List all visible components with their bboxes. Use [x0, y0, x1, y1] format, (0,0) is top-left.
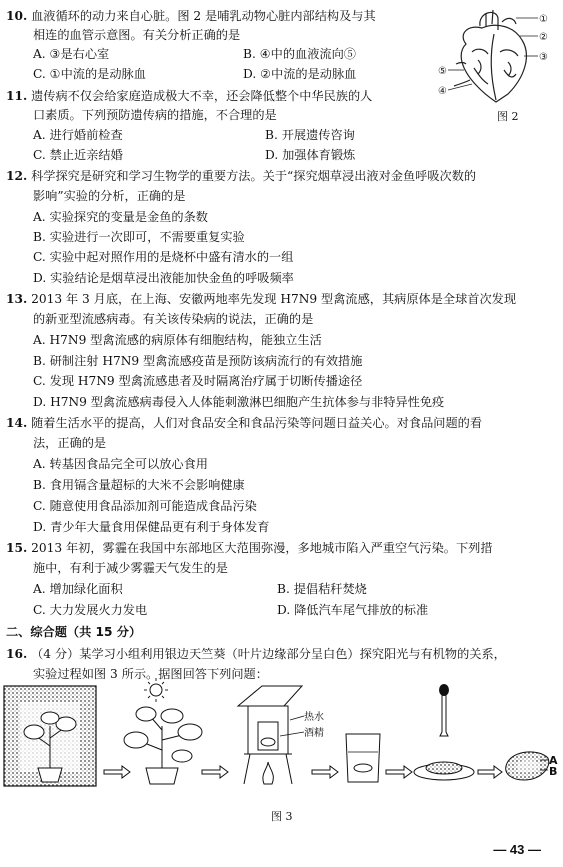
option-b: B. 提倡秸秆焚烧 [277, 582, 367, 596]
question-text: 2013 年初，雾霾在我国中东部地区大范围弥漫，多地城市陷入严重空气污染。下列措 [31, 541, 493, 555]
question-number: 10. [6, 9, 28, 23]
question-number: 13. [6, 292, 28, 306]
question-15-line-2: 施中，有利于减少雾霾天气发生的是 [33, 561, 228, 575]
option-b: B. 实验进行一次即可，不需要重复实验 [33, 230, 245, 244]
option-b: B. ④中的血液流向⑤ [243, 47, 356, 61]
option-b: B. 食用镉含量超标的大米不会影响健康 [33, 478, 245, 492]
arrow [386, 766, 412, 778]
iodine-test-dish [414, 684, 474, 780]
question-14-line-2: 法，正确的是 [33, 436, 107, 450]
option-d: D. 降低汽车尾气排放的标准 [277, 603, 429, 617]
question-10-line-1 [6, 8, 376, 25]
option-d: D. 加强体育锻炼 [265, 148, 356, 162]
question-number: 12. [6, 169, 28, 183]
option-c: C. 随意使用食品添加剂可能造成食品污染 [33, 499, 257, 513]
question-text: 科学探究是研究和学习生物学的重要方法。关于“探究烟草浸出液对金鱼呼吸次数的 [31, 169, 477, 183]
label-1: ① [539, 14, 548, 25]
section-heading: 二、综合题（共 15 分） [6, 625, 142, 639]
question-text: 2013 年 3 月底，在上海、安徽两地率先发现 H7N9 型禽流感，其病原体是全球首次发现 [31, 292, 517, 306]
label-a: A [549, 754, 558, 767]
question-text: 遗传病不仅会给家庭造成极大不幸，还会降低整个中华民族的人 [31, 89, 373, 103]
question-15-line-1 [6, 540, 493, 557]
option-a: A. 进行婚前检查 [33, 128, 123, 142]
dark-treatment-box [4, 686, 96, 786]
question-text: （4 分）某学习小组利用银边天竺葵（叶片边缘部分呈白色）探究阳光与有机物的关系， [31, 647, 506, 661]
question-number: 14. [6, 416, 28, 430]
option-d: D. 实验结论是烟草浸出液能加快金鱼的呼吸频率 [33, 271, 294, 285]
experiment-figure [0, 676, 563, 800]
label-2: ② [539, 32, 548, 43]
question-11-line-1 [6, 88, 372, 105]
question-11-line-2: 口素质。下列预防遗传病的措施，不合理的是 [33, 108, 277, 122]
option-a: A. H7N9 型禽流感的病原体有细胞结构，能独立生活 [33, 333, 322, 347]
alcohol-label: 酒精 [304, 728, 324, 739]
option-c: C. 大力发展火力发电 [33, 603, 148, 617]
label-3: ③ [539, 52, 548, 63]
label-5: ⑤ [438, 66, 447, 77]
question-13-line-1 [6, 291, 516, 308]
question-number: 16. [6, 647, 28, 661]
option-c: C. ①中流的是动脉血 [33, 67, 146, 81]
question-14-line-1 [6, 415, 482, 432]
option-c: C. 发现 H7N9 型禽流感患者及时隔离治疗属于切断传播途径 [33, 374, 363, 388]
option-a: A. 实验探究的变量是金鱼的条数 [33, 210, 208, 224]
page-number: — 43 — [493, 842, 541, 857]
arrow [104, 766, 130, 778]
heart-diagram [438, 4, 558, 116]
question-number: 11. [6, 89, 28, 103]
arrow [478, 766, 502, 778]
question-16-line-2: 实验过程如图 3 所示。据图回答下列问题： [33, 667, 268, 681]
question-text: 随着生活水平的提高，人们对食品安全和食品污染等问题日益关心。对食品问题的看 [31, 416, 483, 430]
question-16-line-1 [6, 646, 506, 663]
option-a: A. ③是右心室 [33, 47, 110, 61]
question-text: 血液循环的动力来自心脏。图 2 是哺乳动物心脏内部结构及与其 [31, 9, 376, 23]
label-4: ④ [438, 86, 447, 97]
question-12-line-2: 影响”实验的分析，正确的是 [33, 189, 186, 203]
light-treatment-plant [124, 678, 202, 784]
option-d: D. ②中流的是动脉血 [243, 67, 357, 81]
option-a: A. 转基因食品完全可以放心食用 [33, 457, 208, 471]
question-13-line-2: 的新亚型流感病毒。有关该传染病的说法，正确的是 [33, 312, 314, 326]
option-d: D. 青少年大量食用保健品更有利于身体发育 [33, 520, 270, 534]
option-b: B. 开展遗传咨询 [265, 128, 355, 142]
label-b: B [549, 765, 558, 778]
hot-water-label: 热水 [304, 712, 324, 723]
question-12-line-1 [6, 168, 476, 185]
option-b: B. 研制注射 H7N9 型禽流感疫苗是预防该病流行的有效措施 [33, 354, 363, 368]
water-bath-setup [238, 686, 324, 784]
arrow [312, 766, 338, 778]
stained-leaf [506, 752, 558, 780]
option-a: A. 增加绿化面积 [33, 582, 123, 596]
option-d: D. H7N9 型禽流感病毒侵入人体能刺激淋巴细胞产生抗体参与非特异性免疫 [33, 395, 445, 409]
rinse-beaker [346, 734, 380, 782]
option-c: C. 实验中起对照作用的是烧杯中盛有清水的一组 [33, 250, 294, 264]
figure-3-caption: 图 3 [271, 810, 293, 823]
option-c: C. 禁止近亲结婚 [33, 148, 123, 162]
question-number: 15. [6, 541, 28, 555]
question-10-line-2: 相连的血管示意图。有关分析正确的是 [33, 28, 241, 42]
figure-2-caption: 图 2 [497, 110, 519, 123]
arrow [202, 766, 228, 778]
